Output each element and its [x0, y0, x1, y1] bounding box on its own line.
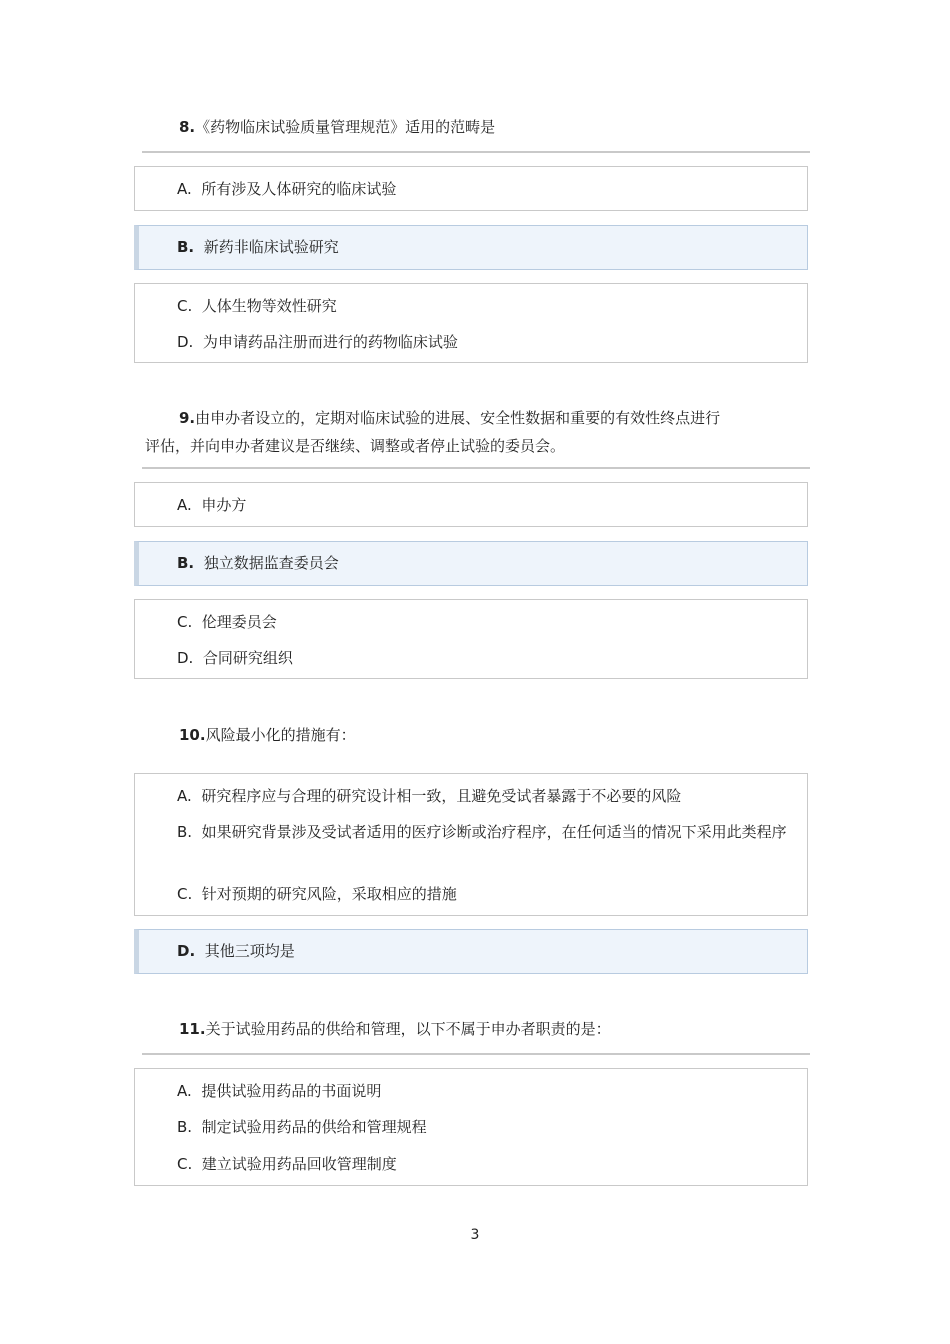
option-text: 其他三项均是	[204, 942, 295, 960]
question-number: 11.	[179, 1020, 206, 1038]
divider	[142, 151, 810, 153]
option-text: 所有涉及人体研究的临床试验	[201, 180, 397, 198]
option-letter: C.	[177, 885, 193, 903]
question-number: 8.	[179, 118, 196, 136]
option-text: 如果研究背景涉及受试者适用的医疗诊断或治疗程序，在任何适当的情况下采用此类程序	[201, 823, 787, 841]
option-11-a[interactable]	[177, 1079, 807, 1103]
option-text: 合同研究组织	[202, 649, 293, 667]
option-letter: A.	[177, 787, 192, 805]
question-text-line-2: 评估，并向申办者建议是否继续、调整或者停止试验的委员会。	[145, 437, 566, 455]
option-letter: A.	[177, 180, 192, 198]
divider	[142, 1053, 810, 1055]
option-letter: D.	[177, 942, 196, 960]
option-group-10-abc	[134, 773, 808, 916]
option-10-d-selected[interactable]	[134, 929, 808, 974]
question-number: 9.	[179, 409, 196, 427]
option-8-d[interactable]	[177, 330, 807, 354]
question-number: 10.	[179, 726, 206, 744]
option-letter: C.	[177, 613, 193, 631]
option-letter: B.	[177, 823, 193, 841]
question-11	[145, 1015, 810, 1043]
option-text: 提供试验用药品的书面说明	[201, 1082, 382, 1100]
option-letter: C.	[177, 297, 193, 315]
option-9-d[interactable]	[177, 646, 807, 670]
option-8-a[interactable]	[134, 166, 808, 211]
option-group-9-cd	[134, 599, 808, 679]
option-letter: C.	[177, 1155, 193, 1173]
option-text: 伦理委员会	[201, 613, 277, 631]
question-8	[145, 113, 810, 141]
option-group-11-abc	[134, 1068, 808, 1186]
option-text: 制定试验用药品的供给和管理规程	[201, 1118, 427, 1136]
option-letter: B.	[177, 238, 195, 256]
option-10-b[interactable]	[145, 820, 807, 844]
option-text: 申办方	[201, 496, 247, 514]
option-9-a[interactable]	[134, 482, 808, 527]
question-10	[145, 721, 810, 749]
option-text: 新药非临床试验研究	[203, 238, 339, 256]
divider	[142, 467, 810, 469]
option-8-b-selected[interactable]	[134, 225, 808, 270]
question-text: 风险最小化的措施有：	[205, 726, 356, 744]
option-10-a[interactable]	[177, 784, 807, 808]
option-letter: D.	[177, 649, 194, 667]
option-11-c[interactable]	[177, 1152, 807, 1176]
option-text: 人体生物等效性研究	[201, 297, 337, 315]
option-letter: A.	[177, 1082, 192, 1100]
question-text-line-1: 由申办者设立的，定期对临床试验的进展、安全性数据和重要的有效性终点进行	[195, 409, 721, 427]
option-10-c[interactable]	[177, 882, 807, 906]
question-9	[145, 404, 810, 460]
option-letter: A.	[177, 496, 192, 514]
option-text: 独立数据监查委员会	[203, 554, 339, 572]
option-group-8-cd	[134, 283, 808, 363]
option-9-c[interactable]	[177, 610, 807, 634]
option-11-b[interactable]	[177, 1115, 807, 1139]
question-text: 《药物临床试验质量管理规范》适用的范畴是	[195, 118, 496, 136]
option-8-c[interactable]	[177, 294, 807, 318]
option-letter: D.	[177, 333, 194, 351]
option-text: 为申请药品注册而进行的药物临床试验	[202, 333, 458, 351]
option-text: 建立试验用药品回收管理制度	[201, 1155, 397, 1173]
option-9-b-selected[interactable]	[134, 541, 808, 586]
option-letter: B.	[177, 1118, 193, 1136]
option-text: 研究程序应与合理的研究设计相一致，且避免受试者暴露于不必要的风险	[201, 787, 682, 805]
option-text: 针对预期的研究风险，采取相应的措施	[201, 885, 457, 903]
option-letter: B.	[177, 554, 195, 572]
page-number: 3	[470, 1227, 480, 1243]
question-text: 关于试验用药品的供给和管理，以下不属于申办者职责的是：	[205, 1020, 611, 1038]
